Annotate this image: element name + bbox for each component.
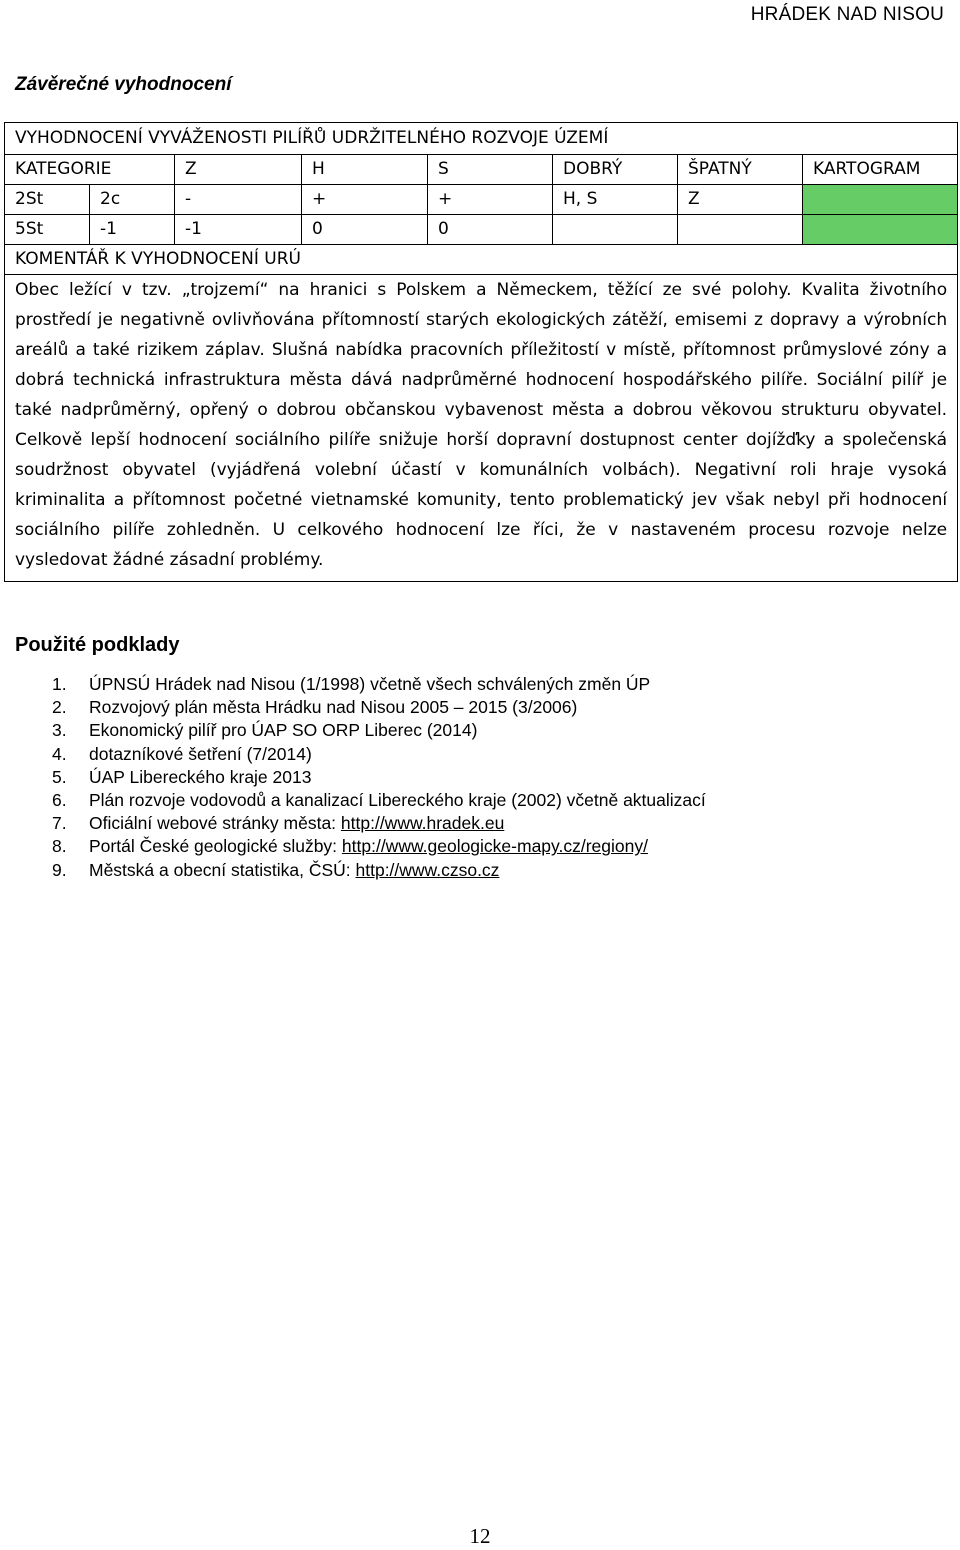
source-link[interactable]: http://www.czso.cz	[355, 859, 500, 880]
comment-text: Obec ležící v tzv. „trojzemí“ na hranici s Polskem a Německem, těžící ze své polohy. Kvalita životního prostředí je negativně ovlivňována přítomností starých ekologických zátěží, emisemi z dopravy a výrobních areálů a také rizikem záplav. Slušná nabídka pracovních příležitostí v místě, přítomnost průmyslové zóny a dobrá technická infrastruktura města dává nadprůměrné hodnocení hospodářského pilíře. Sociální pilíř je také nadprůměrný, opřený o dobrou občanskou vybavenost města a dobrou věkovou strukturu obyvatel. Celkově lepší hodnocení sociálního pilíře snižuje horší dopravní dostupnost center dojížďky a společenská soudržnost obyvatel (vyjádřená volební účastí v komunálních volbách). Negativní roli hraje vysoká kriminalita a přítomnost početné vietnamské komunity, tento problematický jev však nebyl při hodnocení sociálního pilíře zohledněn. U celkového hodnocení lze říci, že v nastaveném procesu rozvoje nelze vysledovat žádné zásadní problémy.	[5, 275, 958, 582]
cell-h: +	[302, 185, 428, 215]
cell-z: -	[175, 185, 302, 215]
header-dobry: DOBRÝ	[553, 155, 678, 185]
cell-spatny-empty	[678, 215, 803, 245]
source-item	[52, 766, 706, 789]
cell-category: 5St	[5, 215, 90, 245]
source-link[interactable]: http://www.geologicke-mapy.cz/regiony/	[341, 836, 648, 857]
source-text: Rozvojový plán města Hrádku nad Nisou 2005 – 2015 (3/2006)	[89, 697, 578, 718]
header-s: S	[428, 155, 553, 185]
cell-category: 2St	[5, 185, 90, 215]
source-number: 3.	[52, 720, 67, 741]
table-comment-title-row	[5, 245, 958, 275]
source-item	[52, 789, 706, 812]
table-row	[5, 185, 958, 215]
source-item	[52, 859, 706, 882]
source-number: 9.	[52, 859, 67, 880]
evaluation-table	[4, 122, 958, 582]
source-item	[52, 743, 706, 766]
page-number: 12	[469, 1524, 491, 1548]
cell-subcategory: -1	[90, 215, 175, 245]
header-kartogram: KARTOGRAM	[803, 155, 958, 185]
comment-title: KOMENTÁŘ K VYHODNOCENÍ URÚ	[5, 245, 958, 275]
source-text: Oficiální webové stránky města:	[89, 813, 341, 834]
source-text: ÚAP Libereckého kraje 2013	[89, 766, 312, 787]
source-text: Plán rozvoje vodovodů a kanalizací Libereckého kraje (2002) včetně aktualizací	[89, 790, 706, 811]
table-comment-row	[5, 275, 958, 582]
header-h: H	[302, 155, 428, 185]
cell-s: +	[428, 185, 553, 215]
source-text: Portál České geologické služby:	[89, 836, 342, 857]
source-number: 1.	[52, 674, 67, 694]
source-text: dotazníkové šetření (7/2014)	[89, 743, 312, 764]
source-text: Ekonomický pilíř pro ÚAP SO ORP Liberec (2014)	[89, 720, 478, 741]
cell-h: 0	[302, 215, 428, 245]
source-number: 2.	[52, 697, 67, 718]
header-kategorie: KATEGORIE	[5, 155, 175, 185]
source-item	[52, 812, 706, 835]
source-item	[52, 673, 706, 696]
source-link[interactable]: http://www.hradek.eu	[340, 813, 505, 834]
cell-dobry: H, S	[553, 185, 678, 215]
table-row	[5, 215, 958, 245]
cell-subcategory: 2c	[90, 185, 175, 215]
running-header: HRÁDEK NAD NISOU	[750, 4, 944, 25]
kartogram-swatch	[803, 215, 958, 245]
source-number: 7.	[52, 813, 67, 834]
table-title: VYHODNOCENÍ VYVÁŽENOSTI PILÍŘŮ UDRŽITELNÉHO ROZVOJE ÚZEMÍ	[5, 123, 958, 155]
source-number: 5.	[52, 766, 67, 787]
source-number: 6.	[52, 790, 67, 811]
cell-z: -1	[175, 215, 302, 245]
cell-s: 0	[428, 215, 553, 245]
cell-dobry-empty	[553, 215, 678, 245]
source-text: ÚPNSÚ Hrádek nad Nisou (1/1998) včetně všech schválených změn ÚP	[89, 674, 651, 694]
source-number: 8.	[52, 836, 67, 857]
cell-spatny: Z	[678, 185, 803, 215]
source-item	[52, 719, 706, 742]
kartogram-swatch	[803, 185, 958, 215]
sources-list	[52, 673, 706, 882]
source-text: Městská a obecní statistika, ČSÚ:	[89, 859, 356, 880]
source-item	[52, 835, 706, 858]
sources-title: Použité podklady	[15, 634, 180, 656]
section-title: Závěrečné vyhodnocení	[15, 74, 232, 95]
header-z: Z	[175, 155, 302, 185]
table-title-row	[5, 123, 958, 155]
header-spatny: ŠPATNÝ	[678, 155, 803, 185]
source-item	[52, 696, 706, 719]
source-number: 4.	[52, 743, 67, 764]
table-header-row	[5, 155, 958, 185]
